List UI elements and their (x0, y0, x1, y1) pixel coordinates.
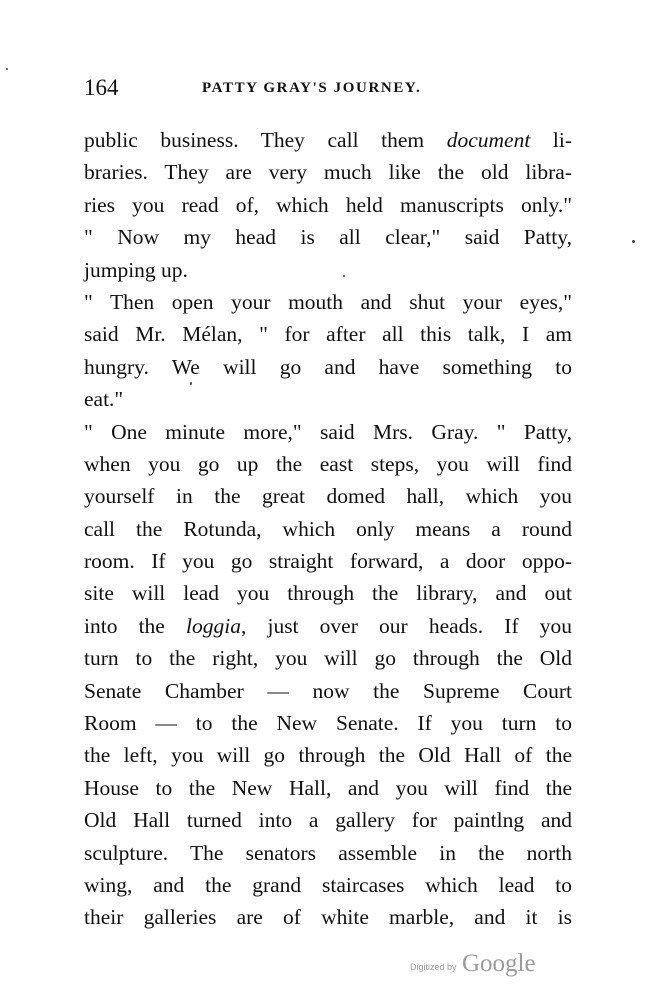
text-line: their galleries are of white marble, and it is (84, 905, 572, 930)
text-line: site will lead you through the library, and out (84, 581, 572, 606)
text-line: hungry. We will go and have something to (84, 354, 572, 379)
text-line: the left, you will go through the Old Hall of the (84, 743, 572, 768)
text-line: wing, and the grand staircases which lead to (84, 872, 572, 897)
text-line: jumping up. (84, 257, 188, 282)
scan-speck (632, 240, 635, 243)
text-line: Room — to the New Senate. If you turn to (84, 711, 572, 736)
text-line: " Now my head is all clear," said Patty, (84, 225, 572, 250)
text-line: " One minute more," said Mrs. Gray. " Patty, (84, 419, 572, 444)
text-line: Senate Chamber — now the Supreme Court (84, 678, 572, 703)
text-line: " Then open your mouth and shut your eyes," (84, 289, 572, 314)
text-line: public business. They call them document li- (84, 128, 573, 152)
text-line: ries you read of, which held manuscripts only." (84, 192, 572, 217)
text-line: turn to the right, you will go through the Old (84, 646, 572, 671)
page-number: 164 (84, 75, 119, 100)
scan-speck (190, 382, 192, 385)
google-logo: Google (462, 950, 536, 977)
text-line: eat." (84, 387, 124, 412)
scan-speck (6, 68, 8, 70)
text-line: into the loggia, just over our heads. If you (84, 613, 572, 638)
text-line: call the Rotunda, which only means a round (84, 516, 572, 541)
text-line: said Mr. Mélan, " for after all this talk, I am (84, 322, 572, 347)
running-head: PATTY GRAY'S JOURNEY. (202, 80, 422, 96)
page-header (84, 74, 572, 102)
body-text (84, 124, 572, 934)
digitized-by-text: Digitized by (410, 962, 457, 972)
scan-speck (343, 275, 345, 277)
text-line: Old Hall turned into a gallery for paintlng and (84, 808, 572, 833)
text-line: yourself in the great domed hall, which you (84, 484, 572, 509)
text-line: room. If you go straight forward, a door oppo- (84, 549, 572, 574)
text-line: House to the New Hall, and you will find the (84, 775, 572, 800)
digitized-watermark (410, 950, 560, 980)
text-line: braries. They are very much like the old libra- (84, 160, 572, 185)
text-line: when you go up the east steps, you will find (84, 451, 572, 476)
text-line: sculpture. The senators assemble in the north (84, 840, 572, 865)
